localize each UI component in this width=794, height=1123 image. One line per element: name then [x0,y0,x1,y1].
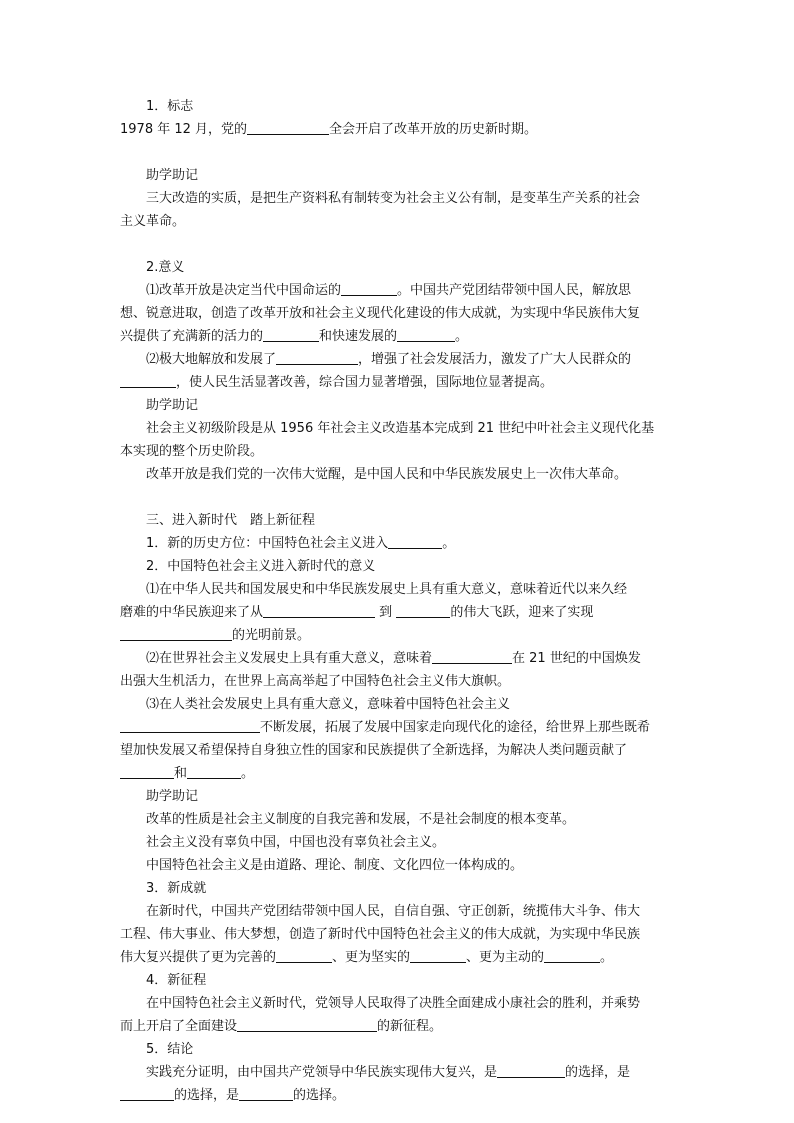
fill-blank[interactable] [276,948,332,963]
text: 的新征程。 [377,1019,443,1034]
helper-text: 改革的性质是社会主义制度的自我完善和发展，不是社会制度的根本变革。 [146,812,576,827]
text: 不断发展，拓展了发展中国家走向现代化的途径，给世界上那些既希 [260,720,651,735]
paragraph: ⑴在中华人民共和国发展史和中华民族发展史上具有重大意义，意味着近代以来久经 [146,582,628,597]
helper-title: 助学助记 [146,398,199,413]
text: 伟大复兴提供了更为完善的 [120,950,277,965]
text: 、更为主动的 [466,950,545,965]
helper-title: 助学助记 [146,168,199,183]
text: 的光明前景。 [232,628,311,643]
helper-text: 社会主义没有辜负中国，中国也没有辜负社会主义。 [146,835,446,850]
section-3-title: 三、进入新时代 踏上新征程 [146,513,316,528]
text: 全会开启了改革开放的历史新时期。 [329,122,538,137]
fill-blank[interactable] [397,327,455,342]
paragraph [120,325,680,348]
fill-blank[interactable] [341,281,397,296]
fill-blank[interactable] [276,350,358,365]
paragraph [120,348,680,371]
text: 。 [241,766,255,781]
fill-blank[interactable] [120,718,260,733]
paragraph [120,647,680,670]
paragraph: 工程、伟大事业、伟大梦想，创造了新时代中国特色社会主义的伟大成就，为实现中华民族 [120,927,641,942]
text: 兴提供了充满新的活力的 [120,329,264,344]
paragraph [120,601,680,624]
section-2-title: 2.意义 [146,260,185,275]
text: 磨难的中华民族迎来了从 [120,605,264,620]
fill-blank[interactable] [120,626,232,641]
helper-text: 中国特色社会主义是由道路、理论、制度、文化四位一体构成的。 [146,858,524,873]
fill-blank[interactable] [239,1086,293,1101]
subsection-5-title: 5．结论 [146,1042,194,1057]
text: 1978 年 12 月，党的 [120,122,248,137]
text: 。中国共产党团结带领中国人民，解放思 [397,283,632,298]
text: 。 [442,536,456,551]
text: 实践充分证明，由中国共产党领导中华民族实现伟大复兴，是 [146,1065,498,1080]
subsection-1 [120,532,680,555]
subsection-2-title: 2．中国特色社会主义进入新时代的意义 [146,559,376,574]
paragraph [120,762,680,785]
helper-text: 改革开放是我们党的一次伟大觉醒，是中国人民和中华民族发展史上一次伟大革命。 [146,467,628,482]
text: 的选择，是 [174,1088,240,1103]
text: 到 [379,605,393,620]
fill-blank[interactable] [120,764,174,779]
fill-blank[interactable] [432,649,512,664]
text: 1．新的历史方位：中国特色社会主义进入 [146,536,389,551]
fill-blank[interactable] [388,534,442,549]
text: ⑵在世界社会主义发展史上具有重大意义，意味着 [146,651,433,666]
text: 的选择，是 [565,1065,631,1080]
text: ，使人民生活显著改善，综合国力显著增强，国际地位显著提高。 [176,375,554,390]
text: 。 [455,329,469,344]
text: 而上开启了全面建设 [120,1019,238,1034]
helper-text: 主义革命。 [120,214,186,229]
paragraph: 在新时代，中国共产党团结带领中国人民，自信自强、守正创新，统揽伟大斗争、伟大 [146,904,641,919]
text: 和快速发展的 [319,329,398,344]
section-1-title: 1．标志 [146,99,194,114]
text: 和 [174,766,188,781]
text: 、更为坚实的 [332,950,411,965]
paragraph: ⑶在人类社会发展史上具有重大意义，意味着中国特色社会主义 [146,697,511,712]
paragraph [120,279,680,302]
fill-blank[interactable] [247,120,329,135]
text: 的选择。 [293,1088,346,1103]
paragraph [120,1061,680,1084]
document-page [120,95,680,1107]
paragraph [120,1084,680,1107]
paragraph [120,624,680,647]
subsection-3-title: 3．新成就 [146,881,207,896]
fill-blank[interactable] [497,1063,565,1078]
helper-text: 三大改造的实质，是把生产资料私有制转变为社会主义公有制，是变革生产关系的社会 [146,191,641,206]
text: ，增强了社会发展活力，激发了广大人民群众的 [358,352,632,367]
text: ⑵极大地解放和发展了 [146,352,277,367]
fill-blank[interactable] [396,603,450,618]
fill-blank[interactable] [187,764,241,779]
paragraph [120,1015,680,1038]
text: 在 21 世纪的中国焕发 [512,651,641,666]
paragraph [120,946,680,969]
fill-blank[interactable] [237,1017,377,1032]
fill-blank[interactable] [410,948,466,963]
fill-blank[interactable] [120,1086,174,1101]
paragraph [120,716,680,739]
helper-text: 社会主义初级阶段是从 1956 年社会主义改造基本完成到 21 世纪中叶社会主义现代化基 [146,421,655,436]
fill-blank[interactable] [120,373,176,388]
fill-blank[interactable] [263,327,319,342]
text: 的伟大飞跃，迎来了实现 [450,605,594,620]
fill-blank[interactable] [263,603,375,618]
paragraph: 望加快发展又希望保持自身独立性的国家和民族提供了全新选择，为解决人类问题贡献了 [120,743,628,758]
paragraph: 出强大生机活力，在世界上高高举起了中国特色社会主义伟大旗帜。 [120,674,511,689]
section-1-text [120,118,680,141]
subsection-4-title: 4．新征程 [146,973,207,988]
text: 。 [600,950,614,965]
helper-title: 助学助记 [146,789,199,804]
paragraph [120,371,680,394]
text: ⑴改革开放是决定当代中国命运的 [146,283,342,298]
paragraph: 想、锐意进取，创造了改革开放和社会主义现代化建设的伟大成就，为实现中华民族伟大复 [120,306,641,321]
fill-blank[interactable] [544,948,600,963]
paragraph: 在中国特色社会主义新时代，党领导人民取得了决胜全面建成小康社会的胜利，并乘势 [146,996,641,1011]
helper-text: 本实现的整个历史阶段。 [120,444,264,459]
